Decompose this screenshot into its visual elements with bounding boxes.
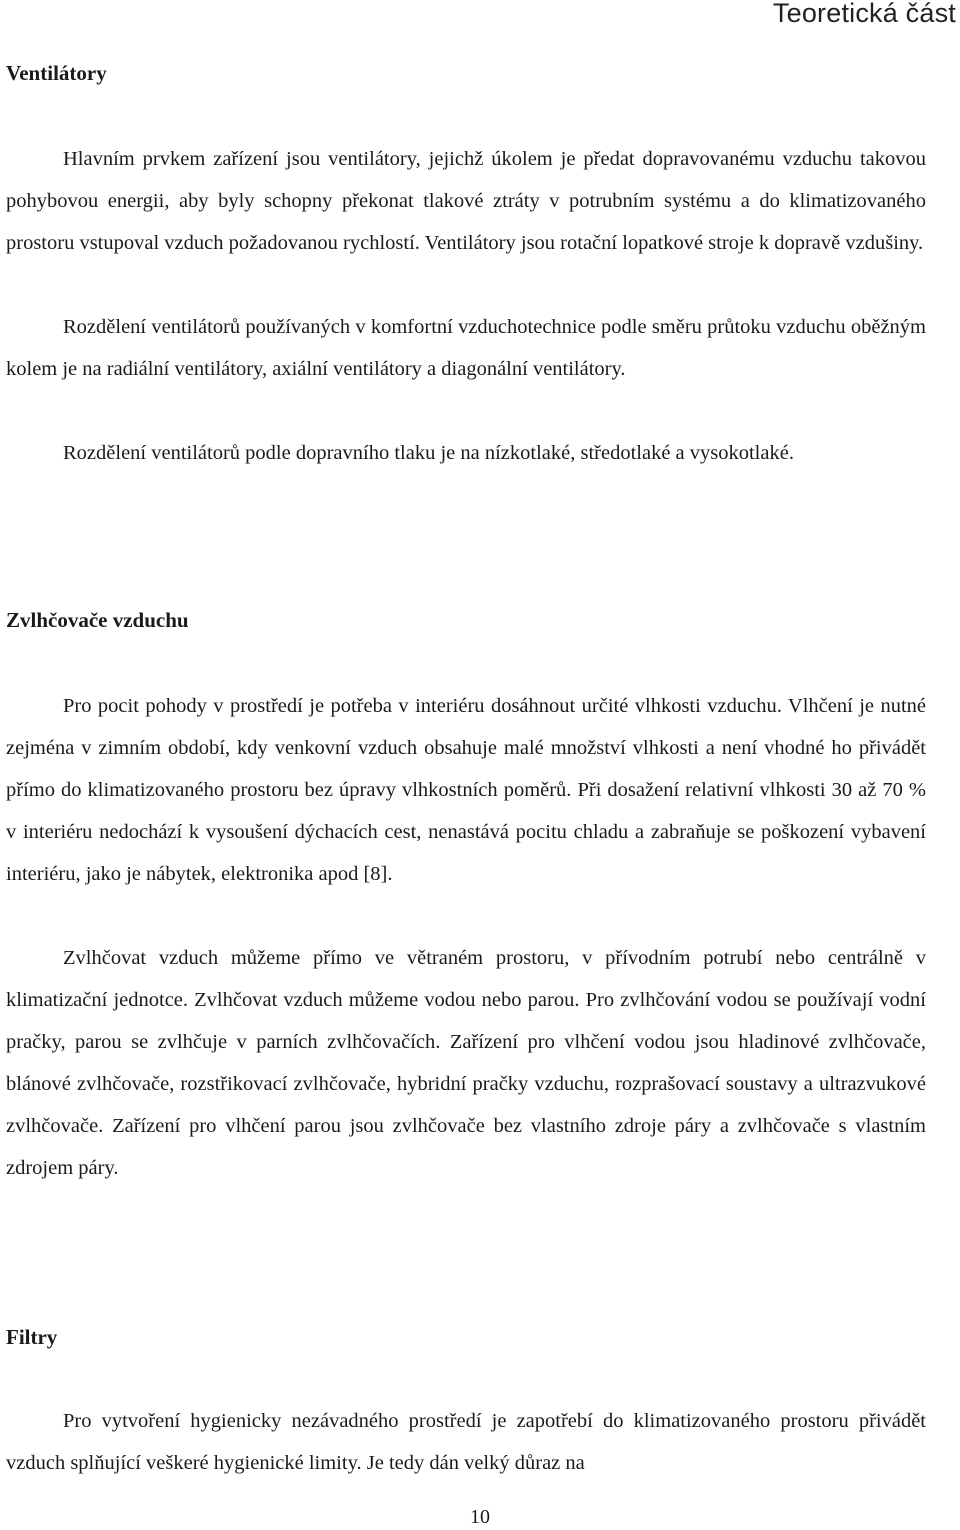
- paragraph: Pro vytvoření hygienicky nezávadného prostředí je zapotřebí do klimatizovaného prostoru přivádět vzduch splňující veškeré hygienické limity. Je tedy dán velký důraz na: [6, 1410, 926, 1474]
- section-heading-ventilatory: Ventilátory: [6, 61, 107, 85]
- paragraph: Pro pocit pohody v prostředí je potřeba v interiéru dosáhnout určité vlhkosti vzduchu. Vlhčení je nutné zejména v zimním období, kdy venkovní vzduch obsahuje malé množství vlhkosti a není vhodné ho přivádět přímo do klimatizovaného prostoru bez úpravy vlhkostních poměrů. Při dosažení relativní vlhkosti 30 až 70 % v interiéru nedochází k vysoušení dýchacích cest, nenastává pocitu chladu a zabraňuje se poškození vybavení interiéru, jako je nábytek, elektronika apod [8].: [6, 695, 926, 885]
- paragraph: Hlavním prvkem zařízení jsou ventilátory, jejichž úkolem je předat dopravovanému vzduchu takovou pohybovou energii, aby byly schopny překonat tlakové ztráty v potrubním systému a do klimatizovaného prostoru vstupoval vzduch požadovanou rychlostí. Ventilátory jsou rotační lopatkové stroje k dopravě vzdušiny.: [6, 148, 926, 254]
- paragraph: Rozdělení ventilátorů podle dopravního tlaku je na nízkotlaké, středotlaké a vysokotlaké.: [63, 442, 794, 464]
- paragraph: Rozdělení ventilátorů používaných v komfortní vzduchotechnice podle směru průtoku vzduchu oběžným kolem je na radiální ventilátory, axiální ventilátory a diagonální ventilátory.: [6, 316, 926, 380]
- page-number: 10: [470, 1506, 490, 1528]
- section-heading-filtry: Filtry: [6, 1325, 58, 1349]
- section-heading-zvlhcovace: Zvlhčovače vzduchu: [6, 608, 189, 632]
- running-header: Teoretická část: [772, 0, 956, 28]
- paragraph: Zvlhčovat vzduch můžeme přímo ve větraném prostoru, v přívodním potrubí nebo centrálně v klimatizační jednotce. Zvlhčovat vzduch můžeme vodou nebo parou. Pro zvlhčování vodou se používají vodní pračky, parou se zvlhčuje v parních zvlhčovačích. Zařízení pro vlhčení vodou jsou hladinové zvlhčovače, blánové zvlhčovače, rozstřikovací zvlhčovače, hybridní pračky vzduchu, rozprašovací soustavy a ultrazvukové zvlhčovače. Zařízení pro vlhčení parou jsou zvlhčovače bez vlastního zdroje páry a zvlhčovače s vlastním zdrojem páry.: [6, 947, 926, 1179]
